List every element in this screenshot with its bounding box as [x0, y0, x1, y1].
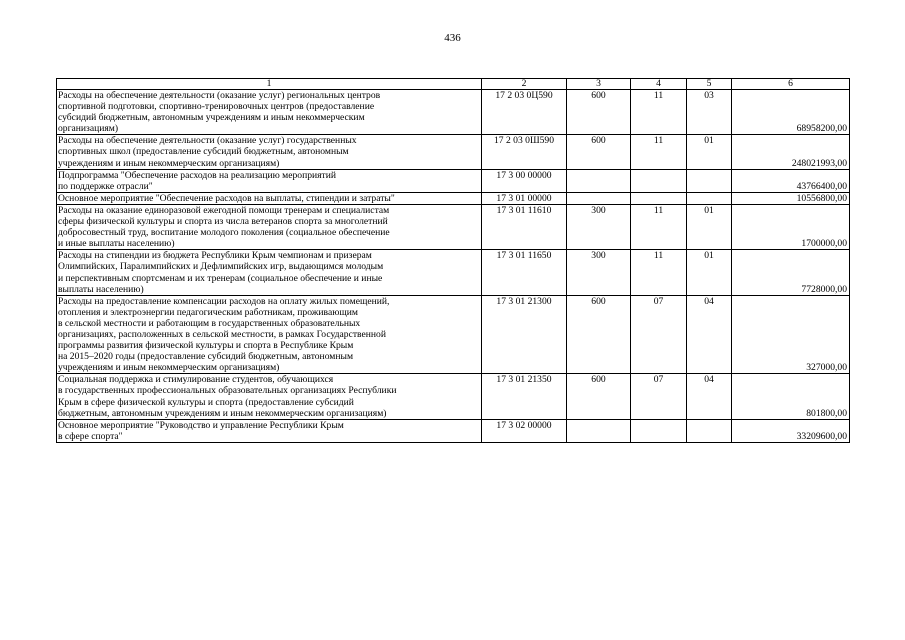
row-rz-cell: 11: [631, 90, 687, 135]
row-name-cell: Расходы на обеспечение деятельности (оказание услуг) государственных спортивных школ (предоставление субсидий бюджетным, автономным учреждениям и иным некоммерческим организациям): [57, 135, 482, 169]
row-pr-cell: [687, 169, 732, 192]
table-row: [57, 135, 850, 169]
row-rz-cell: [631, 169, 687, 192]
row-name-cell: Расходы на обеспечение деятельности (оказание услуг) региональных центров спортивной подготовки, спортивно-тренировочных центров (предоставление субсидий бюджетным, автономным учреждениям и иным некоммерческим организациям): [57, 90, 482, 135]
table-row: [57, 169, 850, 192]
row-name-cell: Расходы на предоставление компенсации расходов на оплату жилых помещений, отопления и электроэнергии педагогическим работникам, проживающим в сельской местности и работающим в государственных образовательных организациях, расположенных в сельской местности, в рамках Государственной программы развития физической культуры и спорта в Республике Крым на 2015–2020 годы (предоставление субсидий бюджетным, автономным учреждениям и иным некоммерческим организациям): [57, 295, 482, 374]
header-cell: 5: [687, 79, 732, 90]
row-amount-cell: 43766400,00: [732, 169, 850, 192]
row-amount-cell: 248021993,00: [732, 135, 850, 169]
row-name-cell: Расходы на стипендии из бюджета Республики Крым чемпионам и призерам Олимпийских, Паралимпийских и Дефлимпийских игр, выдающимся молодым и перспективным спортсменам и их тренерам (социальное обеспечение и иные выплаты населению): [57, 250, 482, 295]
row-rz-cell: 07: [631, 295, 687, 374]
row-pr-cell: 04: [687, 295, 732, 374]
row-code-cell: 17 3 01 00000: [482, 192, 567, 204]
header-cell: 6: [732, 79, 850, 90]
row-vr-cell: 600: [567, 295, 631, 374]
row-code-cell: 17 2 03 0Ш590: [482, 135, 567, 169]
table-row: [57, 419, 850, 442]
row-vr-cell: [567, 192, 631, 204]
table-row: [57, 295, 850, 374]
row-vr-cell: [567, 169, 631, 192]
header-cell: 4: [631, 79, 687, 90]
row-rz-cell: [631, 419, 687, 442]
row-code-cell: 17 3 01 21350: [482, 374, 567, 419]
row-pr-cell: 03: [687, 90, 732, 135]
row-name-cell: Основное мероприятие "Обеспечение расходов на выплаты, стипендии и затраты": [57, 192, 482, 204]
row-pr-cell: [687, 192, 732, 204]
row-pr-cell: [687, 419, 732, 442]
row-amount-cell: 33209600,00: [732, 419, 850, 442]
row-amount-cell: 801800,00: [732, 374, 850, 419]
row-vr-cell: 600: [567, 374, 631, 419]
row-pr-cell: 01: [687, 204, 732, 249]
row-name-cell: Подпрограмма "Обеспечение расходов на реализацию мероприятий по поддержке отрасли": [57, 169, 482, 192]
row-name-cell: Расходы на оказание единоразовой ежегодной помощи тренерам и специалистам сферы физической культуры и спорта из числа ветеранов спорта за многолетний добросовестный труд, воспитание молодого поколения (социальное обеспечение и иные выплаты населению): [57, 204, 482, 249]
row-code-cell: 17 3 00 00000: [482, 169, 567, 192]
budget-table: [56, 78, 850, 443]
row-code-cell: 17 3 01 11650: [482, 250, 567, 295]
table-row: [57, 192, 850, 204]
row-vr-cell: 300: [567, 204, 631, 249]
row-code-cell: 17 3 02 00000: [482, 419, 567, 442]
header-cell: 1: [57, 79, 482, 90]
row-code-cell: 17 2 03 0Ц590: [482, 90, 567, 135]
row-amount-cell: 68958200,00: [732, 90, 850, 135]
table-row: [57, 204, 850, 249]
row-vr-cell: 300: [567, 250, 631, 295]
row-amount-cell: 327000,00: [732, 295, 850, 374]
row-name-cell: Социальная поддержка и стимулирование студентов, обучающихся в государственных профессиональных образовательных организациях Республики Крым в сфере физической культуры и спорта (предоставление субсидий бюджетным, автономным учреждениям и иным некоммерческим организациям): [57, 374, 482, 419]
row-vr-cell: 600: [567, 135, 631, 169]
row-vr-cell: [567, 419, 631, 442]
header-cell: 3: [567, 79, 631, 90]
row-amount-cell: 1700000,00: [732, 204, 850, 249]
row-rz-cell: 11: [631, 135, 687, 169]
row-vr-cell: 600: [567, 90, 631, 135]
table-row: [57, 90, 850, 135]
row-rz-cell: 11: [631, 204, 687, 249]
row-rz-cell: [631, 192, 687, 204]
table-row: [57, 374, 850, 419]
row-rz-cell: 11: [631, 250, 687, 295]
row-pr-cell: 04: [687, 374, 732, 419]
row-code-cell: 17 3 01 21300: [482, 295, 567, 374]
row-rz-cell: 07: [631, 374, 687, 419]
table-header-row: [57, 79, 850, 90]
row-amount-cell: 10556800,00: [732, 192, 850, 204]
row-amount-cell: 7728000,00: [732, 250, 850, 295]
row-code-cell: 17 3 01 11610: [482, 204, 567, 249]
row-pr-cell: 01: [687, 135, 732, 169]
table-row: [57, 250, 850, 295]
row-pr-cell: 01: [687, 250, 732, 295]
header-cell: 2: [482, 79, 567, 90]
page-number: 436: [444, 32, 461, 44]
row-name-cell: Основное мероприятие "Руководство и управление Республики Крым в сфере спорта": [57, 419, 482, 442]
